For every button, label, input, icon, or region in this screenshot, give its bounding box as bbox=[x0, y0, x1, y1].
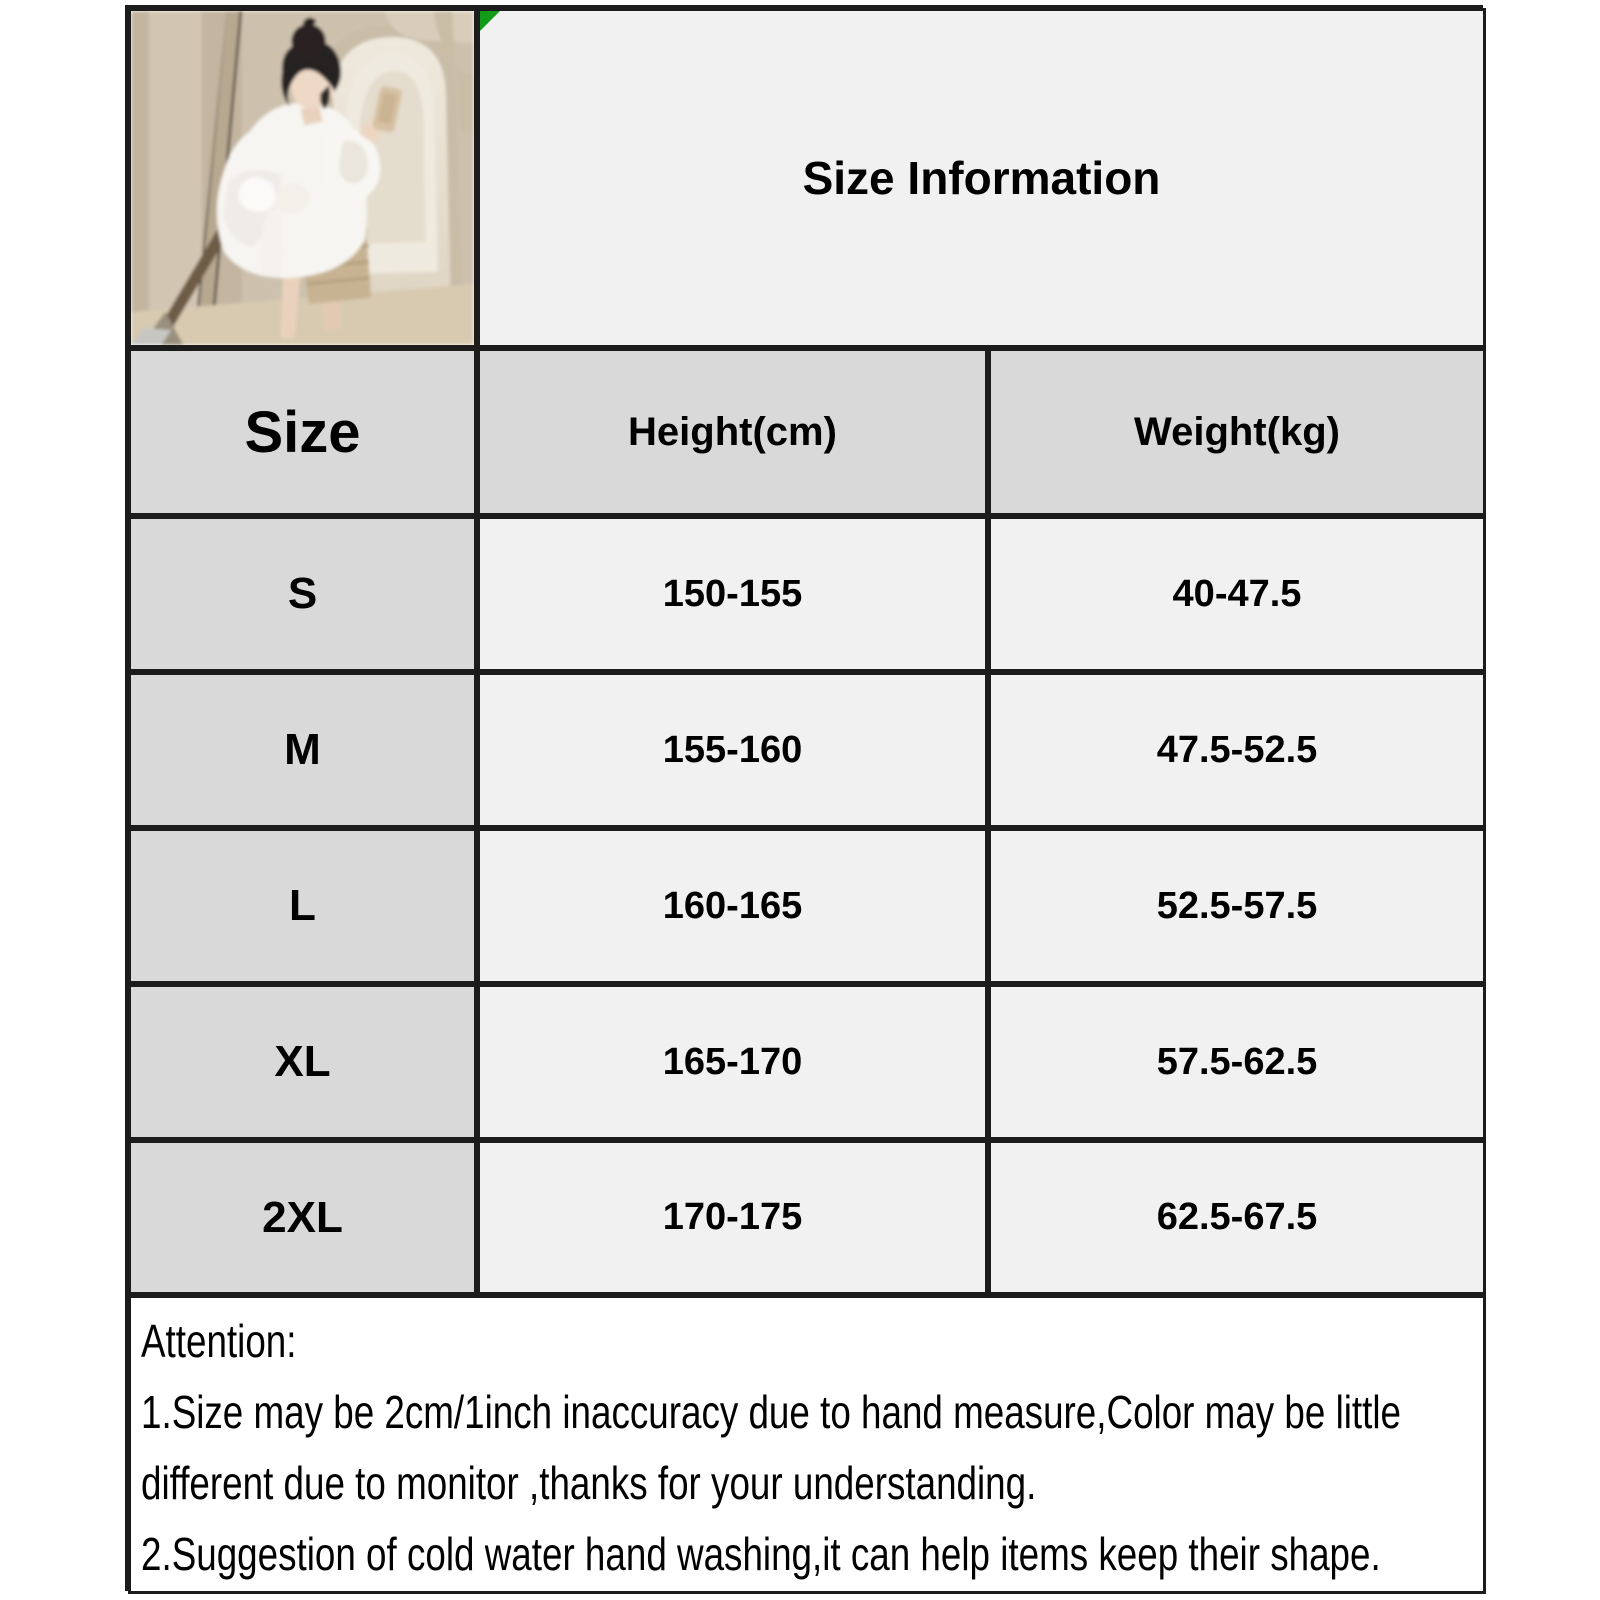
product-photo bbox=[128, 8, 477, 348]
row-2xl-height-value: 170-175 bbox=[477, 1140, 988, 1295]
row-l-weight-value: 52.5-57.5 bbox=[988, 828, 1486, 984]
attention-line-2: different due to monitor ,thanks for your understanding. bbox=[141, 1457, 1037, 1509]
green-corner-indicator-icon bbox=[480, 11, 500, 31]
row-s-weight-value: 40-47.5 bbox=[988, 516, 1486, 672]
attention-line-title: Attention: bbox=[141, 1315, 297, 1367]
attention-lines bbox=[141, 1306, 1473, 1590]
product-photo-illustration bbox=[131, 11, 474, 345]
column-header-height: Height(cm) bbox=[477, 348, 988, 516]
column-header-weight: Weight(kg) bbox=[988, 348, 1486, 516]
row-s-height-value: 150-155 bbox=[477, 516, 988, 672]
attention-note bbox=[128, 1295, 1486, 1594]
row-l-height-value: 160-165 bbox=[477, 828, 988, 984]
size-chart-sheet bbox=[125, 5, 1483, 1591]
page-title: Size Information bbox=[802, 152, 1161, 204]
column-header-size: Size bbox=[128, 348, 477, 516]
row-2xl-size-label: 2XL bbox=[128, 1140, 477, 1295]
size-information-header-cell bbox=[477, 8, 1486, 348]
attention-line-3: 2.Suggestion of cold water hand washing,it can help items keep their shape. bbox=[141, 1528, 1381, 1580]
row-xl-weight-value: 57.5-62.5 bbox=[988, 984, 1486, 1140]
row-l-size-label: L bbox=[128, 828, 477, 984]
row-m-height-value: 155-160 bbox=[477, 672, 988, 828]
row-m-weight-value: 47.5-52.5 bbox=[988, 672, 1486, 828]
row-xl-size-label: XL bbox=[128, 984, 477, 1140]
row-m-size-label: M bbox=[128, 672, 477, 828]
row-xl-height-value: 165-170 bbox=[477, 984, 988, 1140]
attention-line-1: 1.Size may be 2cm/1inch inaccuracy due to hand measure,Color may be little bbox=[141, 1386, 1402, 1438]
row-2xl-weight-value: 62.5-67.5 bbox=[988, 1140, 1486, 1295]
row-s-size-label: S bbox=[128, 516, 477, 672]
